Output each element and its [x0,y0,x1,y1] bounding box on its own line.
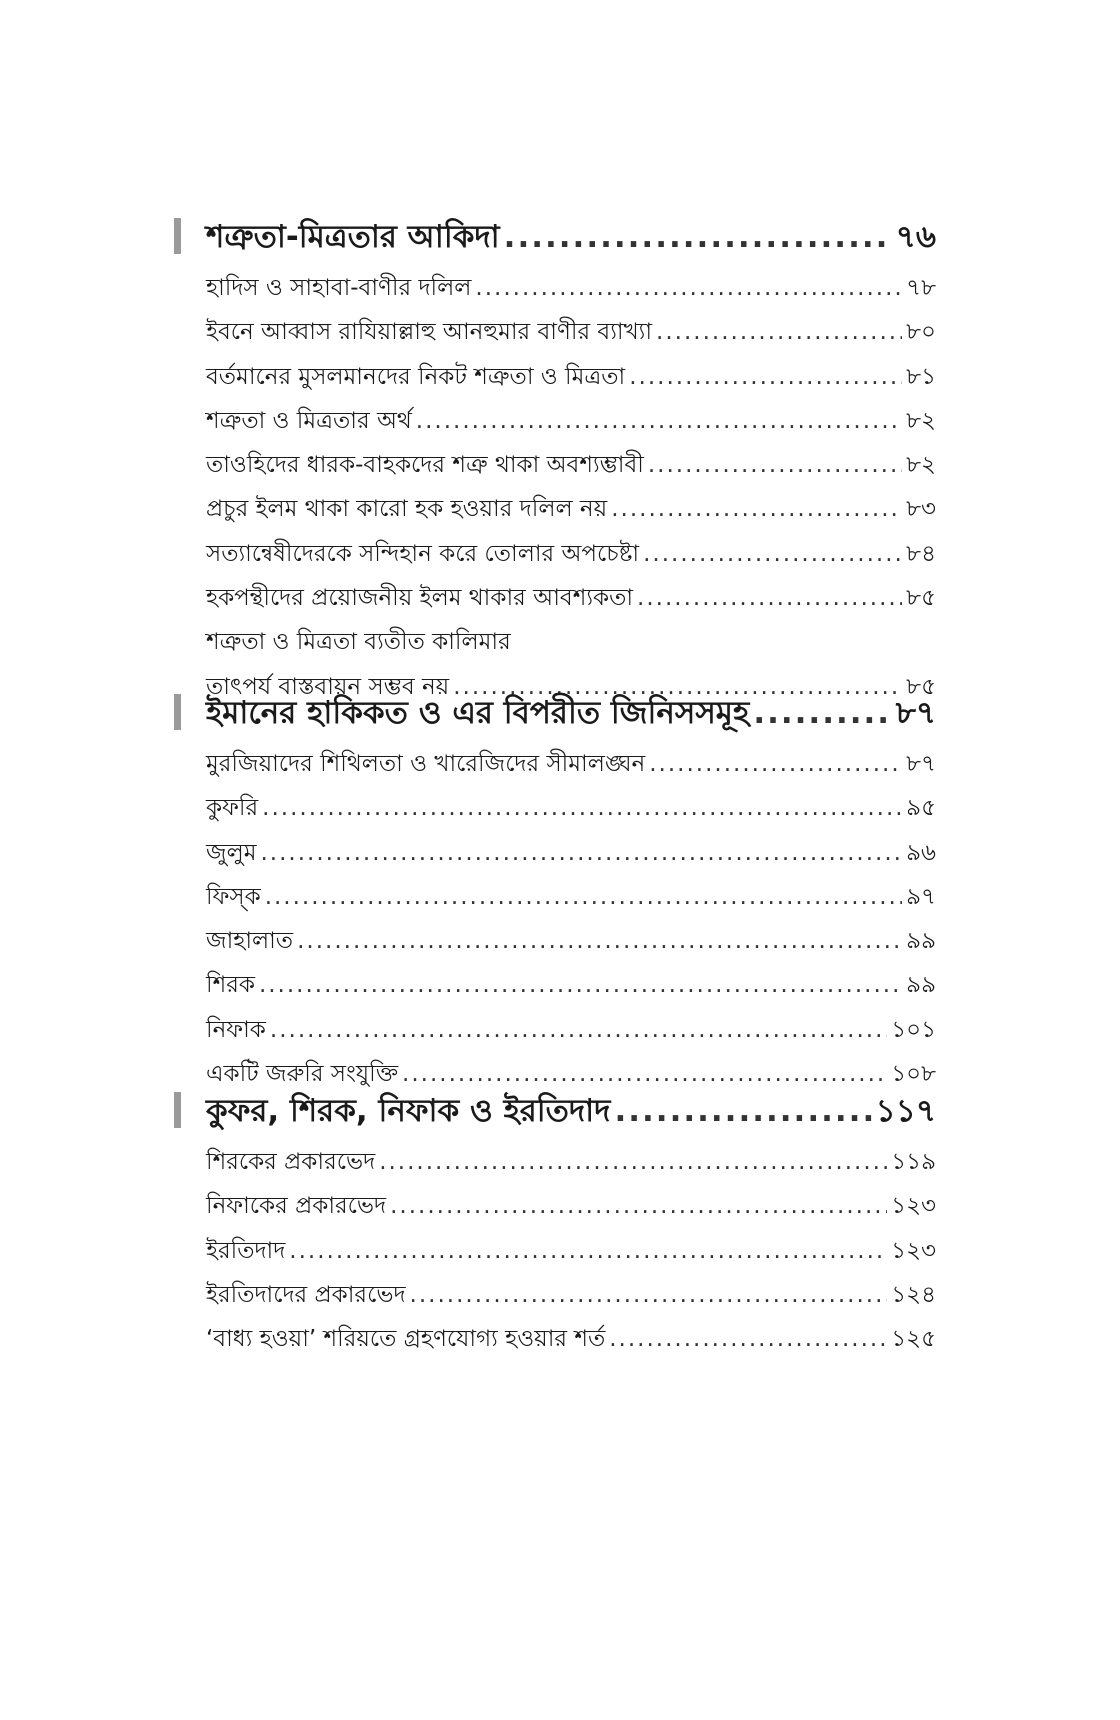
toc-entry[interactable] [176,355,936,399]
dot-leader [416,399,902,443]
toc-entry-title: সত্যান্বেষীদেরকে সন্দিহান করে তোলার অপচেষ্টা [206,540,640,567]
toc-entry-title: ফিস্‌ক [206,883,261,910]
toc-entry-page-number: ৯৯ [906,972,936,999]
toc-entry-title: তাওহিদের ধারক-বাহকদের শত্রু থাকা অবশ্যম্ভাবী [206,452,644,479]
toc-entry-title: মুরজিয়াদের শিথিলতা ও খারেজিদের সীমালঙ্ঘন [206,751,646,777]
toc-entry-page-number: ৮০ [906,319,936,346]
dot-leader [410,1273,888,1317]
toc-entry[interactable] [176,1140,936,1184]
toc-entry-title: নিফাকের প্রকারভেদ [206,1193,387,1220]
toc-entry-title: ইরতিদাদের প্রকারভেদ [206,1281,406,1308]
dot-leader [289,1229,887,1273]
dot-leader [259,963,902,1007]
toc-entry-page-number: ৮৪ [906,540,936,567]
dot-leader [504,208,892,266]
toc-entry-title: কুফরি [206,795,259,822]
section-marker-bar [174,1092,181,1128]
section-page-number: ১১৭ [875,1093,936,1129]
toc-section [176,684,936,1096]
dot-leader [609,1317,887,1361]
toc-entry-page-number: ৮১ [906,363,936,390]
toc-entry[interactable] [176,443,936,487]
section-page-number: ৮৭ [895,695,936,731]
toc-entry[interactable] [176,1008,936,1052]
dot-leader [262,786,902,830]
section-heading[interactable] [176,208,936,266]
toc-entry[interactable] [176,1273,936,1317]
dot-leader [648,443,902,487]
toc-entry-title: ইরতিদাদ [206,1237,286,1264]
dot-leader [390,1184,887,1228]
toc-entry-title: শত্রুতা ও মিত্রতার অর্থ [206,407,412,434]
toc-entry[interactable] [176,1184,936,1228]
toc-entry-title: ‘বাধ্য হওয়া’ শরিয়তে গ্রহণযোগ্য হওয়ার শর্ত [206,1326,606,1353]
toc-entry[interactable] [176,487,936,531]
toc-entry-title: তাৎপর্য বাস্তবায়ন সম্ভব নয় [206,673,450,700]
toc-entry[interactable] [176,1229,936,1273]
toc-section [176,208,936,709]
toc-entry-title: ইবনে আব্বাস রাযিয়াল্লাহু আনহুমার বাণীর ব্যাখ্যা [206,319,653,346]
toc-entry[interactable] [176,532,936,576]
section-heading[interactable] [176,684,936,742]
toc-entry-page-number: ৯৯ [906,928,936,955]
toc-entry-page-number: ৯৭ [906,883,936,910]
toc-entry-page-number: ৭৮ [906,275,936,301]
toc-entry-page-number: ৮৩ [906,496,936,523]
toc-entry-title: একটি জরুরি সংযুক্তি [206,1061,399,1088]
toc-entry-page-number: ১২৩ [891,1193,936,1220]
toc-entry[interactable] [176,831,936,875]
toc-entry-page-number: ৮২ [906,452,936,479]
dot-leader [261,831,903,875]
toc-entry-page-number: ১২৩ [891,1237,936,1264]
dot-leader [270,1008,887,1052]
toc-entry[interactable] [176,576,936,620]
toc-entry-page-number: ১০১ [891,1016,936,1043]
dot-leader [614,1082,871,1140]
dot-leader [643,532,902,576]
toc-entry-page-number: ১২৫ [891,1326,936,1353]
section-page-number: ৭৬ [895,219,936,255]
toc-entry-page-number: ৯৬ [906,839,936,866]
toc-entry[interactable] [176,620,936,664]
dot-leader [649,742,902,786]
toc-section [176,1082,936,1361]
section-marker-bar [174,694,181,730]
toc-entry-page-number: ৮৫ [906,673,936,700]
dot-leader [656,310,902,354]
toc-entry[interactable] [176,786,936,830]
toc-entry[interactable] [176,919,936,963]
dot-leader [379,1140,887,1184]
toc-entry-page-number: ১২৪ [891,1281,936,1308]
toc-entry[interactable] [176,875,936,919]
dot-leader [475,266,902,310]
dot-leader [297,919,902,963]
toc-entry[interactable] [176,310,936,354]
toc-entry-page-number: ৮২ [906,407,936,434]
toc-entry-title: শত্রুতা ও মিত্রতা ব্যতীত কালিমার [206,629,511,656]
toc-entry-page-number: ৮৫ [906,585,936,612]
toc-entry-title: জুলুম [206,839,257,866]
toc-entry-title: শিরকের প্রকারভেদ [206,1149,376,1175]
toc-entry-title: হকপন্থীদের প্রয়োজনীয় ইলম থাকার আবশ্যকতা [206,585,634,612]
section-heading-title: ইমানের হাকিকত ও এর বিপরীত জিনিসসমূহ [206,695,750,731]
toc-entry-title: বর্তমানের মুসলমানদের নিকট শত্রুতা ও মিত্রতা [206,363,626,390]
toc-entry[interactable] [176,399,936,443]
dot-leader [611,487,902,531]
toc-entry-page-number: ১১৯ [891,1149,936,1175]
section-heading-title: কুফর, শিরক, নিফাক ও ইরতিদাদ [206,1093,611,1129]
toc-entry-title: হাদিস ও সাহাবা-বাণীর দলিল [206,275,472,301]
section-heading[interactable] [176,1082,936,1140]
dot-leader [753,684,891,742]
toc-entry-title: নিফাক [206,1016,266,1043]
toc-entry-title: প্রচুর ইলম থাকা কারো হক হওয়ার দলিল নয় [206,496,608,523]
toc-entry[interactable] [176,1317,936,1361]
toc-entry-page-number: ৯৫ [906,795,936,822]
toc-entry[interactable] [176,742,936,786]
dot-leader [265,875,902,919]
toc-entry-title: জাহালাত [206,928,294,955]
dot-leader [637,576,902,620]
toc-entry[interactable] [176,266,936,310]
toc-entry-title: শিরক [206,972,255,999]
dot-leader [629,355,902,399]
section-marker-bar [174,218,181,254]
section-heading-title: শত্রুতা-মিত্রতার আকিদা [206,219,500,255]
toc-entry-page-number: ১০৮ [891,1061,936,1088]
toc-entry-page-number: ৮৭ [906,751,936,777]
toc-entry[interactable] [176,963,936,1007]
